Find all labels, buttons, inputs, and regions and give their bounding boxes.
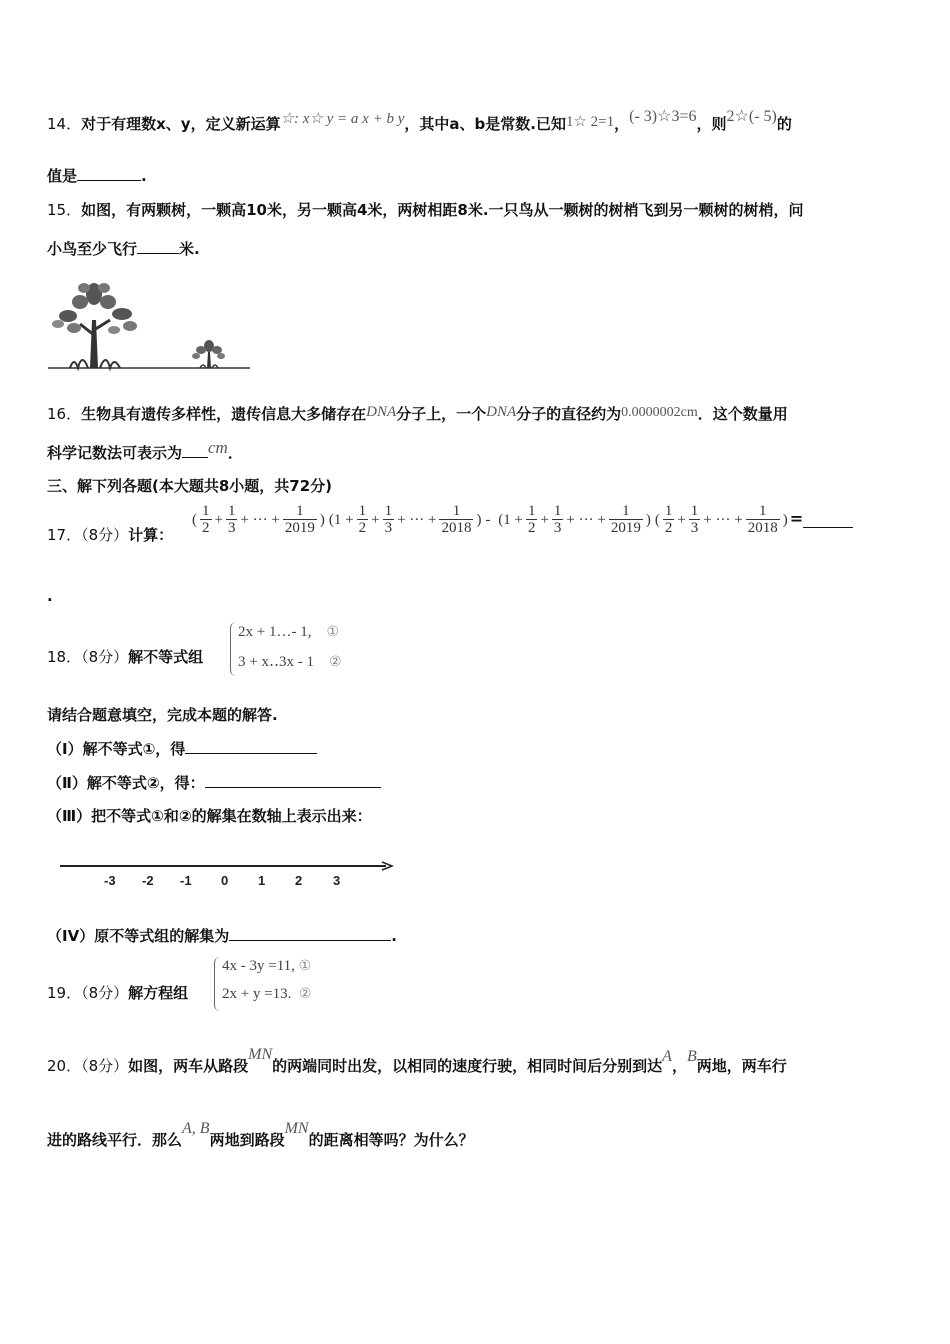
op: + ··· + [566,512,606,528]
op: (1 + [498,512,523,528]
q19-text: 解方程组 [128,984,189,1002]
q19-equation-2: 2x + y =13. ② [222,986,312,1002]
q16-text: 生物具有遗传多样性，遗传信息大多储存在 [81,405,367,423]
q14-condition-1: 1☆ 2=1 [565,114,615,130]
paren: ) [476,512,482,528]
q18-inequality-2: 3 + x‥3x - 1 ② [238,654,342,670]
question-number: 14． [47,115,82,133]
tall-tree-icon [52,283,137,368]
tick-label: -2 [142,873,154,888]
question-16-line-1 [47,403,788,427]
q16-dna: DNA [486,404,517,420]
equals: = [789,509,804,528]
answer-blank[interactable] [137,237,179,254]
q20-segment: MN [248,1046,273,1063]
tick-label: 0 [221,873,229,888]
question-15-line-2 [47,237,200,260]
answer-blank[interactable] [77,164,141,181]
tick-label: -1 [180,873,192,888]
q18-text: 解不等式组 [128,648,204,666]
q16-value: 0.0000002cm [621,405,698,420]
q14-vars: x、y [156,115,191,133]
q20-text: 两地到路段 [209,1131,285,1149]
q18-step-1: （I）解不等式①，得 [47,737,317,760]
q16-text: ．这个数量用 [697,405,788,423]
q14-expression: 2☆(- 5) [726,108,777,125]
fraction: $\frac{1}{2018}$ [747,503,778,536]
q14-end: . [141,167,147,185]
op: + [214,512,223,528]
system-brace [230,622,237,676]
tick-label: 3 [333,873,341,888]
fraction: $\frac{1}{2}$ [664,503,673,536]
answer-blank[interactable] [803,511,853,528]
fraction: $\frac{1}{2019}$ [284,503,315,536]
q14-consts: a、b [449,115,486,133]
q15-unit: 米. [179,240,200,258]
question-14-line-2 [47,164,147,187]
two-trees-figure [44,280,254,376]
fraction: $\frac{1}{3}$ [384,503,393,536]
tick-label: 2 [295,873,303,888]
op: - [485,512,495,528]
q20-text: 两地，两车行 [696,1057,787,1075]
fraction: $\frac{1}{3}$ [553,503,562,536]
q20-text: 如图，两车从路段 [128,1057,249,1075]
q14-text: 值是 [47,167,78,185]
q14-text: 的 [776,115,792,133]
q20-text: 的距离相等吗？为什么？ [308,1131,474,1149]
q15-text: 小鸟至少飞行 [47,240,138,258]
op: + ··· + [240,512,280,528]
answer-blank[interactable] [185,737,317,754]
question-18-label [47,646,203,668]
q16-unit: cm [208,438,228,457]
op: (1 + [328,512,354,528]
fraction: $\frac{1}{3}$ [690,503,699,536]
question-20-line-2 [47,1120,474,1152]
fraction: $\frac{1}{2019}$ [610,503,641,536]
q20-point-b: B [686,1048,697,1065]
fraction: $\frac{1}{2018}$ [441,503,472,536]
q20-segment: MN [284,1120,309,1137]
fraction: $\frac{1}{3}$ [227,503,236,536]
q16-text: 分子上，一个 [396,405,487,423]
question-number: 15． [47,201,82,219]
system-brace [214,957,221,1011]
question-20-line-1 [47,1046,787,1078]
answer-blank[interactable] [182,441,208,458]
fraction: $\frac{1}{2}$ [527,503,536,536]
q17-expression [190,503,853,536]
q14-text: ，其中 [404,115,450,133]
q14-text: ，定义新运算 [190,115,281,133]
q16-dna: DNA [366,404,397,420]
q20-points: A, B [182,1120,210,1137]
op: + [371,512,380,528]
q14-text: 对于有理数 [81,115,157,133]
paren: ( [192,512,197,528]
paren: ( [654,512,660,528]
question-number: 19．（8分） [47,984,129,1002]
question-number: 16． [47,405,82,423]
question-16-line-2 [47,438,243,464]
q20-text: ， [671,1057,687,1075]
q17-text: 计算： [128,526,174,544]
q18-step-2: （Ⅱ）解不等式②，得： [47,771,381,794]
q19-equation-1: 4x - 3y =11, ① [222,958,312,974]
q17-end: . [47,587,53,605]
q18-prompt: 请结合题意填空，完成本题的解答. [47,706,278,724]
paren: ) [319,512,325,528]
op: + ··· + [397,512,437,528]
paren: ) [782,512,788,528]
q20-point-a: A [662,1048,672,1065]
q14-text: ，则 [696,115,727,133]
tick-label: -3 [104,873,116,888]
question-19-label [47,982,188,1004]
answer-blank[interactable] [229,924,391,941]
question-number: 17．（8分） [47,526,129,544]
q14-text: 是常数.已知 [485,115,566,133]
op: + [540,512,549,528]
q18-inequality-1: 2x + 1…- 1, ① [238,624,340,640]
number-line [56,858,396,874]
fraction: $\frac{1}{2}$ [202,503,210,536]
op: + [677,512,686,528]
question-17-label [47,524,173,546]
op: + ··· + [703,512,743,528]
q16-text: 分子的直径约为 [516,405,622,423]
section-3-heading: 三、解下列各题(本大题共8小题，共72分) [47,477,333,495]
q16-end: ． [227,444,243,462]
question-number: 20．（8分） [47,1057,129,1075]
q14-condition-2: (- 3)☆3=6 [629,108,697,125]
fraction: $\frac{1}{2}$ [358,503,367,536]
q18-step-3: （Ⅲ）把不等式①和②的解集在数轴上表示出来： [47,807,372,825]
q15-text: 如图，有两颗树，一颗高10米，另一颗高4米，两树相距8米.一只鸟从一颗树的树梢飞到另一颗树的树梢，问 [81,201,804,219]
answer-blank[interactable] [205,771,381,788]
q14-operation-definition: ☆: x☆ y = a x + b y [280,111,405,127]
q14-text: ， [614,115,630,133]
tick-label: 1 [258,873,266,888]
q20-text: 进的路线平行．那么 [47,1131,183,1149]
question-15-line-1 [47,199,804,221]
q18-step-4: （IV）原不等式组的解集为 . [47,924,397,947]
question-14-line-1 [47,108,792,136]
paren: ) [645,512,651,528]
question-number: 18．（8分） [47,648,129,666]
q16-text: 科学记数法可表示为 [47,444,183,462]
q20-text: 的两端同时出发，以相同的速度行驶，相同时间后分别到达 [272,1057,663,1075]
short-tree-icon [192,340,225,368]
